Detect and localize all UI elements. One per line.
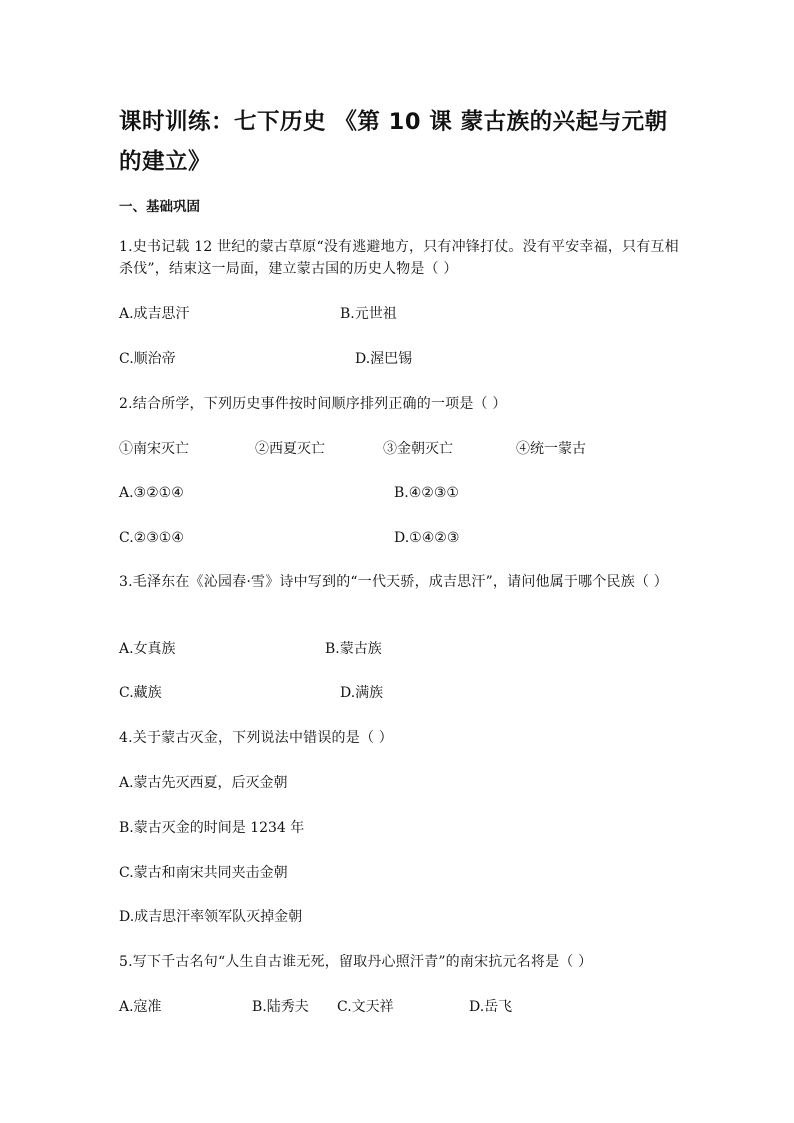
question-3-stem: 3.毛泽东在《沁园春·雪》诗中写到的“一代天骄，成吉思汗”，请问他属于哪个民族（ ）	[119, 574, 668, 590]
question-2-stem: 2.结合所学，下列历史事件按时间顺序排列正确的一项是（ ）	[119, 396, 507, 412]
question-2-event-3: ③金朝灭亡	[383, 441, 453, 457]
question-2-event-1: ①南宋灭亡	[119, 441, 189, 457]
question-1-option-d: D.渥巴锡	[355, 351, 413, 367]
question-3-option-c: C.藏族	[119, 685, 162, 701]
question-2-event-2: ②西夏灭亡	[255, 441, 325, 457]
question-4-stem: 4.关于蒙古灭金，下列说法中错误的是（ ）	[119, 730, 394, 746]
question-5-option-d: D.岳飞	[469, 999, 513, 1015]
document-title: 课时训练：七下历史 《第 10 课 蒙古族的兴起与元朝的建立》	[119, 109, 668, 175]
question-2-option-b: B.④②③①	[394, 485, 459, 501]
question-4-option-c: C.蒙古和南宋共同夹击金朝	[119, 865, 288, 881]
question-2-event-4: ④统一蒙古	[516, 441, 586, 457]
question-1-stem: 1.史书记载 12 世纪的蒙古草原“没有逃避地方，只有冲锋打仗。没有平安幸福，只有互相杀伐”，结束这一局面，建立蒙古国的历史人物是（ ）	[119, 239, 679, 277]
question-1-option-b: B.元世祖	[340, 306, 397, 322]
question-5-option-c: C.文天祥	[337, 999, 394, 1015]
question-4-option-b: B.蒙古灭金的时间是 1234 年	[119, 820, 305, 836]
question-4-option-a: A.蒙古先灭西夏，后灭金朝	[119, 775, 288, 791]
question-5-option-b: B.陆秀夫	[252, 999, 309, 1015]
question-1-option-c: C.顺治帝	[119, 351, 176, 367]
question-4-option-d: D.成吉思汗率领军队灭掉金朝	[119, 909, 303, 925]
question-2-option-a: A.③②①④	[119, 485, 184, 501]
question-1-option-a: A.成吉思汗	[119, 306, 190, 322]
question-2-option-d: D.①④②③	[394, 530, 460, 546]
question-3-option-a: A.女真族	[119, 641, 176, 657]
question-5-stem: 5.写下千古名句“人生自古谁无死，留取丹心照汗青”的南宋抗元名将是（ ）	[119, 954, 593, 970]
question-5-option-a: A.寇准	[119, 999, 162, 1015]
question-3-option-b: B.蒙古族	[325, 641, 382, 657]
section-heading: 一、基础巩固	[119, 199, 200, 215]
question-2-option-c: C.②③①④	[119, 530, 184, 546]
question-3-option-d: D.满族	[340, 685, 384, 701]
